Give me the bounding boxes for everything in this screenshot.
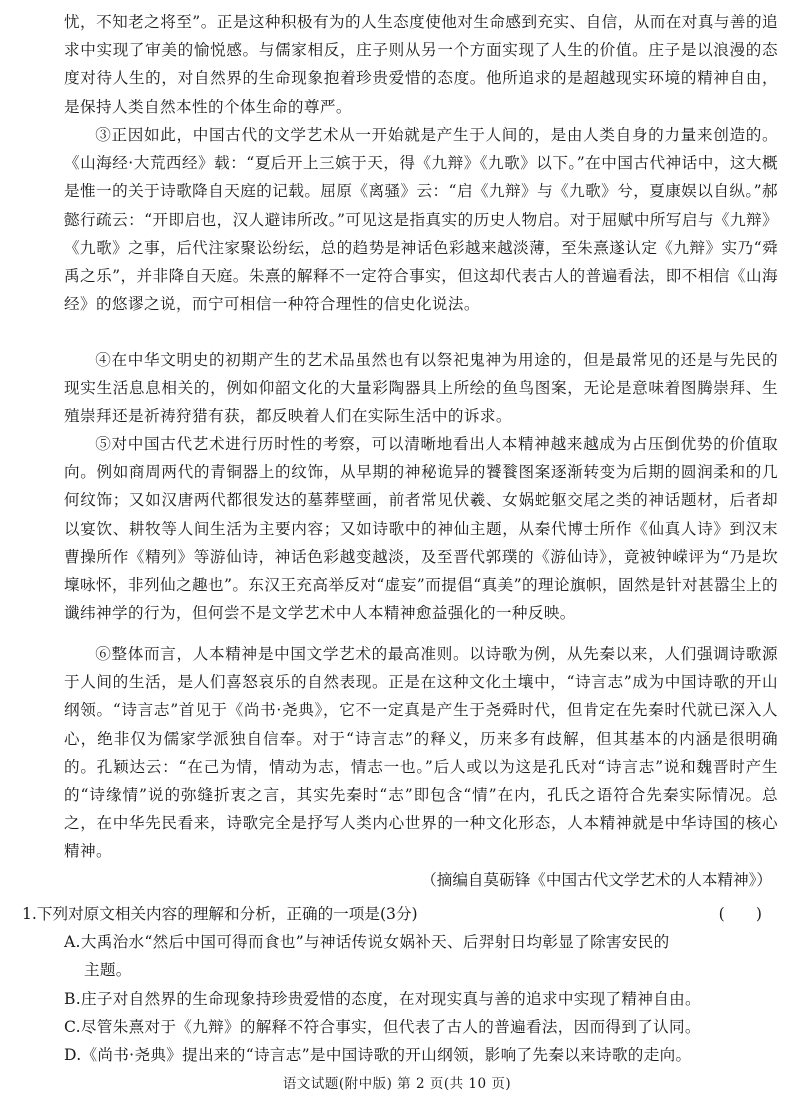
- option-a[interactable]: [64, 928, 778, 985]
- page-footer: 语文试题(附中版) 第 2 页(共 10 页): [282, 1076, 512, 1092]
- option-b[interactable]: B.庄子对自然界的生命现象持珍贵爱惜的态度，在对现实真与善的追求中实现了精神自由。: [64, 990, 701, 1008]
- option-c[interactable]: C.尽管朱熹对于《九辩》的解释不符合事实，但代表了古人的普遍看法，因而得到了认同。: [64, 1018, 701, 1036]
- paragraph-6: ⑥整体而言，人本精神是中国文学艺术的最高准则。以诗歌为例，从先秦以来，人们强调诗歌源于人间的生活，是人们喜怒哀乐的自然表现。正是在这种文化土壤中，“诗言志”成为中国诗歌的开山纲领。“诗言志”首见于《尚书·尧典》，它不一定真是产生于尧舜时代，但肯定在先秦时代就已深入人心，绝非仅为儒家学派独自信奉。对于“诗言志”的释义，历来多有歧解，但其基本的内涵是很明确的。孔颖达云：“在己为情，情动为志，情志一也。”后人或以为这是孔氏对“诗言志”说和魏晋时产生的“诗缘情”说的弥缝折衷之言，其实先秦时“志”即包含“情”在内，孔氏之语符合先秦实际情况。总之，在中华先民看来，诗歌完全是抒写人类内心世界的一种文化形态，人本精神就是中华诗国的核心精神。: [64, 645, 778, 861]
- question-1-text: 1.下列对原文相关内容的理解和分析，正确的一项是(3分): [22, 905, 418, 923]
- paragraph-intro: 忧，不知老之将至”。正是这种积极有为的人生态度使他对生命感到充实、自信，从而在对真与善的追求中实现了审美的愉悦感。与儒家相反，庄子则从另一个方面实现了人生的价值。庄子是以浪漫的态度对待人生的，对自然界的生命现象抱着珍贵爱惜的态度。他所追求的是超越现实环境的精神自由，是保持人类自然本性的个体生命的尊严。: [64, 13, 778, 116]
- option-d[interactable]: D.《尚书·尧典》提出来的“诗言志”是中国诗歌的开山纲领，影响了先秦以来诗歌的走向。: [64, 1046, 692, 1064]
- option-a-line2: 主题。: [84, 961, 132, 980]
- answer-blank[interactable]: ( ): [718, 905, 762, 923]
- question-1-stem: [22, 900, 762, 928]
- paragraph-3: ③正因如此，中国古代的文学艺术从一开始就是产生于人间的，是由人类自身的力量来创造的。《山海经·大荒西经》载：“夏后开上三嫔于天，得《九辩》《九歌》以下。”在中国古代神话中，这大概是惟一的关于诗歌降自天庭的记载。屈原《离骚》云：“启《九辩》与《九歌》兮，夏康娱以自纵。”郝懿行疏云：“开即启也，汉人避讳所改。”可见这是指真实的历史人物启。对于屈赋中所写启与《九辩》《九歌》之事，后代注家聚讼纷纭，总的趋势是神话色彩越来越淡薄，至朱熹遂认定《九辩》实乃“舜禹之乐”，并非降自天庭。朱熹的解释不一定符合事实，但这却代表古人的普遍看法，即不相信《山海经》的悠谬之说，而宁可相信一种符合理性的信史化说法。: [64, 126, 778, 314]
- paragraph-5: ⑤对中国古代艺术进行历时性的考察，可以清晰地看出人本精神越来越成为占压倒优势的价值取向。例如商周两代的青铜器上的纹饰，从早期的神秘诡异的饕餮图案逐渐转变为后期的圆润柔和的几何纹饰；又如汉唐两代都很发达的墓葬壁画，前者常见伏羲、女娲蛇躯交尾之类的神话题材，后者却以宴饮、耕牧等人间生活为主要内容；又如诗歌中的神仙主题，从秦代博士所作《仙真人诗》到汉末曹操所作《精列》等游仙诗，神话色彩越变越淡，及至晋代郭璞的《游仙诗》，竟被钟嵘评为“乃是坎壈咏怀，非列仙之趣也”。东汉王充高举反对“虚妄”而提倡“真美”的理论旗帜，固然是针对甚嚣尘上的谶纬神学的行为，但何尝不是文学艺术中人本精神愈益强化的一种反映。: [64, 435, 778, 623]
- paragraph-4: ④在中华文明史的初期产生的艺术品虽然也有以祭祀鬼神为用途的，但是最常见的还是与先民的现实生活息息相关的，例如仰韶文化的大量彩陶器具上所绘的鱼鸟图案，无论是意味着图腾崇拜、生殖崇拜还是祈祷狩猎有获，都反映着人们在实际生活中的诉求。: [64, 351, 778, 426]
- option-a-line1: A.大禹治水“然后中国可得而食也”与神话传说女娲补天、后羿射日均彰显了除害安民的: [64, 933, 670, 951]
- source-citation: （摘编自莫砺锋《中国古代文学艺术的人本精神》）: [421, 871, 772, 889]
